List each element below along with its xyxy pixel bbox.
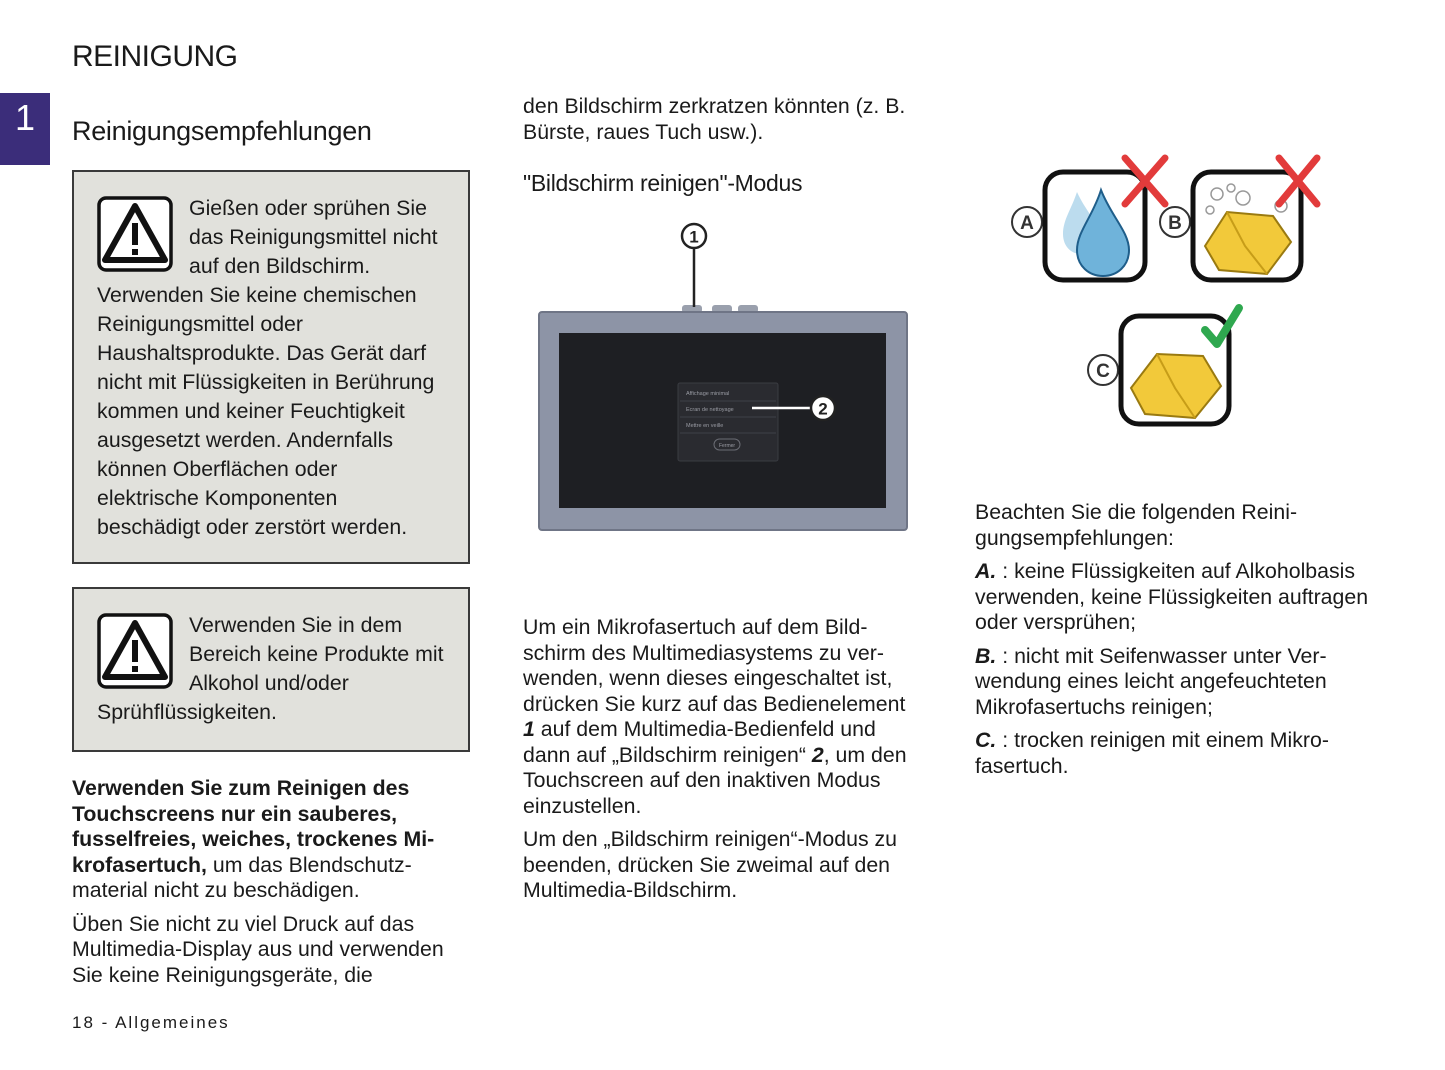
label-b: B bbox=[1168, 213, 1182, 234]
item-label-b: B. bbox=[975, 643, 997, 668]
recommendations-intro: Beachten Sie die folgenden Reinigungsempfehlungen: bbox=[975, 500, 1298, 550]
pictogram-a bbox=[1012, 158, 1165, 280]
callout-2: 2 bbox=[818, 399, 828, 419]
recommendations bbox=[975, 500, 1375, 787]
pictogram-c bbox=[1088, 308, 1239, 424]
mode-heading: "Bildschirm reinigen"-Modus bbox=[523, 170, 803, 196]
item-label-a: A. bbox=[975, 559, 997, 583]
page-title: REINIGUNG bbox=[72, 40, 238, 73]
chapter-tab bbox=[0, 93, 50, 165]
pressure-paragraph: Üben Sie nicht zu viel Druck auf das Multimedia-Display aus und verwenden Sie keine Reinigungsgeräte, die bbox=[72, 911, 444, 987]
label-a: A bbox=[1020, 213, 1034, 234]
procedure-paragraph bbox=[523, 615, 923, 819]
middle-continuation bbox=[523, 94, 923, 153]
warning-box-2 bbox=[72, 587, 470, 752]
pictogram-b bbox=[1160, 158, 1317, 280]
item-text-c: : trocken reinigen mit einem Mikrofasertuch. bbox=[975, 728, 1329, 778]
close-button-label: Fermer bbox=[718, 443, 736, 449]
item-label-c: C. bbox=[975, 728, 997, 752]
warning-text-1: Gießen oder sprühen Sie das Reinigungsmittel nicht auf den Bildschirm. Verwenden Sie keine chemischen Reinigungsmittel oder Haushaltsprodukte. Das Gerät darf nicht mit Flüssigkeiten in Berührung kommen und keiner Feuchtigkeit ausgesetzt werden. Andernfalls können Oberflächen oder elektrische Komponenten beschädigt oder zerstört werden. bbox=[97, 196, 438, 539]
menu-item-minimal: Affichage minimal bbox=[686, 391, 730, 397]
intro-rest: um das Blendschutzmaterial nicht zu beschädigen. bbox=[72, 852, 412, 902]
cleaning-pictograms bbox=[1005, 150, 1335, 435]
section-heading: Reinigungsempfehlungen bbox=[72, 116, 372, 146]
recommendation-c bbox=[975, 728, 1375, 779]
procedure-text-c: , um den Touchscreen auf den inaktiven Modus einzustellen. bbox=[523, 742, 907, 818]
procedure-text-b: auf dem Multimedia-Bedienfeld und dann auf „Bildschirm reinigen“ bbox=[523, 717, 876, 767]
warning-box-1 bbox=[72, 170, 470, 564]
ref-2: 2 bbox=[811, 742, 824, 767]
screen-figure bbox=[530, 215, 920, 540]
item-text-b: : nicht mit Seifenwasser unter Verwendung eines leicht angefeuchteten Mikrofasertuchs reinigen; bbox=[975, 643, 1327, 719]
warning-text-2: Verwenden Sie in dem Bereich keine Produkte mit Alkohol und/oder Sprühflüssigkeiten. bbox=[97, 613, 444, 724]
item-text-a: : keine Flüssigkeiten auf Alkoholbasis verwenden, keine Flüssigkeiten auftragen oder versprühen; bbox=[975, 559, 1369, 634]
continuation-text: den Bildschirm zerkratzen könnten (z. B. Bürste, raues Tuch usw.). bbox=[523, 94, 906, 144]
chapter-number: 1 bbox=[14, 97, 36, 138]
middle-body bbox=[523, 615, 923, 912]
warning-triangle-icon bbox=[97, 196, 173, 272]
menu-item-cleaning: Ecran de nettoyage bbox=[686, 407, 734, 413]
procedure-text-a: Um ein Mikrofasertuch auf dem Bildschirm des Multimediasystems zu verwenden, wenn dieses eingeschaltet ist, drücken Sie kurz auf das Bedienelement bbox=[523, 615, 906, 716]
callout-1: 1 bbox=[689, 227, 699, 247]
intro-bold: Verwenden Sie zum Reinigen des Touchscreens nur ein sauberes, fusselfreies, weiches, trockenes Mikrofasertuch, bbox=[72, 776, 435, 877]
recommendation-b bbox=[975, 644, 1375, 721]
menu-item-standby: Mettre en veille bbox=[686, 423, 724, 429]
recommendation-a bbox=[975, 559, 1375, 636]
label-c: C bbox=[1096, 361, 1110, 382]
warning-triangle-icon bbox=[97, 613, 173, 689]
intro-paragraph bbox=[72, 776, 467, 904]
left-body bbox=[72, 776, 467, 996]
ref-1: 1 bbox=[523, 717, 535, 741]
page-footer: 18 - Allgemeines bbox=[72, 1013, 230, 1032]
exit-paragraph: Um den „Bildschirm reinigen“-Modus zu beenden, drücken Sie zweimal auf den Multimedia-Bildschirm. bbox=[523, 827, 898, 902]
